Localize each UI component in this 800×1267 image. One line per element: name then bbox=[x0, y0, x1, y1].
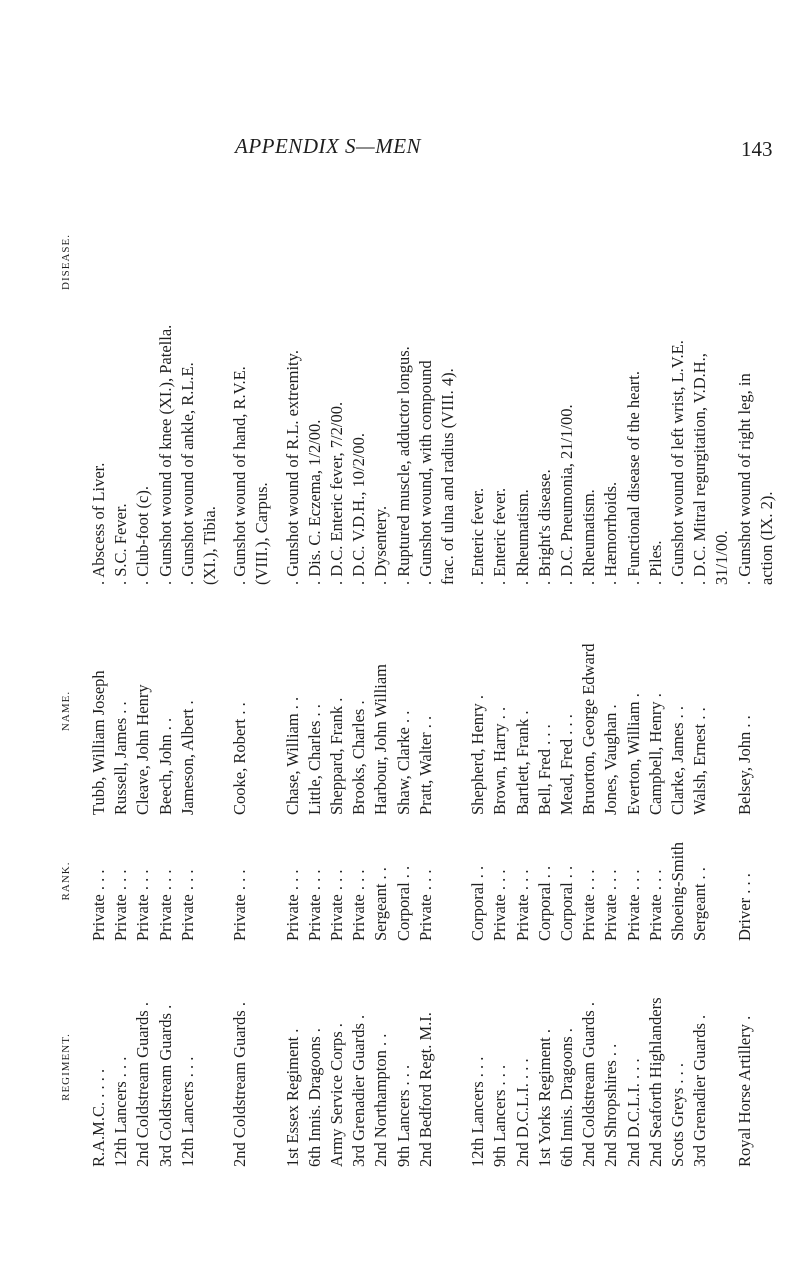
cell-disease: . Gunshot wound of hand, R.V.E. bbox=[230, 366, 250, 585]
cell-disease: . Gunshot wound, with compound bbox=[415, 360, 435, 585]
cell-name: Clarke, James . . bbox=[668, 705, 688, 815]
cell-disease: . Gunshot wound of ankle, R.L.E. bbox=[177, 362, 197, 585]
table-row bbox=[437, 197, 459, 1167]
cell-rank: Corporal . . bbox=[393, 865, 413, 941]
casualty-table bbox=[88, 197, 778, 1167]
cell-disease: . Gunshot wound of knee (XI.), Patella. bbox=[155, 324, 175, 585]
spacer-cell bbox=[274, 197, 282, 1167]
cell-regiment: 2nd Coldstream Guards . bbox=[579, 1002, 599, 1167]
cell-name: Chase, William . . bbox=[282, 696, 302, 815]
cell-regiment: 6th Innis. Dragoons . bbox=[557, 1028, 577, 1167]
cell-name: Tubb, William Joseph bbox=[89, 670, 108, 815]
cell-disease: . Gunshot wound of left wrist, L.V.E. bbox=[668, 340, 688, 585]
cell-regiment: 1st Yorks Regiment . bbox=[534, 1029, 554, 1167]
cell-name: Beech, John . . bbox=[155, 717, 175, 815]
cell-disease: (VIII.), Carpus. bbox=[252, 482, 272, 585]
cell-rank: Private . . . bbox=[327, 869, 347, 941]
cell-rank: Sergeant . . bbox=[371, 867, 391, 941]
cell-rank bbox=[199, 815, 221, 941]
cell-disease: 31/1/00. bbox=[712, 530, 732, 585]
cell-name: Jones, Vaughan . bbox=[601, 704, 621, 815]
column-header-disease: DISEASE. bbox=[60, 234, 72, 290]
cell-disease: . Abscess of Liver. bbox=[89, 462, 108, 585]
table-row bbox=[556, 197, 578, 1167]
cell-rank: Private . . . bbox=[512, 869, 532, 941]
cell-name: Harbour, John William bbox=[371, 664, 391, 815]
cell-rank: Private . . . bbox=[89, 869, 108, 941]
cell-rank: Private . . . bbox=[623, 869, 643, 941]
cell-disease: . Enteric fever. bbox=[490, 487, 510, 585]
cell-name: Brown, Harry . . bbox=[490, 706, 510, 815]
cell-name: Shaw, Clarke . . bbox=[393, 710, 413, 815]
cell-regiment: 2nd D.C.L.I. . . . bbox=[512, 1058, 532, 1167]
table-row bbox=[467, 197, 489, 1167]
table-row bbox=[132, 197, 154, 1167]
cell-regiment: 2nd D.C.L.I. . . . bbox=[623, 1058, 643, 1167]
table-row bbox=[734, 197, 756, 1167]
cell-regiment: Scots Greys . . . bbox=[668, 1062, 688, 1167]
table-body bbox=[88, 197, 778, 1167]
table-row bbox=[88, 197, 110, 1167]
cell-disease: . Enteric fever. bbox=[468, 487, 488, 585]
table-row bbox=[199, 197, 221, 1167]
cell-regiment: 12th Lancers . . . bbox=[177, 1056, 197, 1167]
row-spacer bbox=[459, 197, 467, 1167]
cell-rank bbox=[251, 815, 273, 941]
cell-regiment: 2nd Coldstream Guards . bbox=[230, 1002, 250, 1167]
cell-rank: Corporal . . bbox=[534, 865, 554, 941]
cell-name: Little, Charles . . bbox=[304, 704, 324, 815]
row-spacer bbox=[221, 197, 229, 1167]
cell-rank bbox=[711, 815, 733, 941]
page-title: APPENDIX S—MEN bbox=[235, 134, 422, 158]
cell-disease: . Dysentery. bbox=[371, 505, 391, 585]
cell-disease: . Hæmorrhoids. bbox=[601, 481, 621, 585]
table-row bbox=[155, 197, 177, 1167]
cell-regiment bbox=[437, 941, 459, 1167]
cell-regiment: 12th Lancers . . . bbox=[468, 1056, 488, 1167]
cell-disease: . Bright's disease. bbox=[534, 469, 554, 585]
cell-regiment: Army Service Corps . bbox=[327, 1023, 347, 1167]
table-row bbox=[229, 197, 251, 1167]
cell-disease: . D.C. Mitral regurgitation, V.D.H., bbox=[690, 353, 710, 585]
cell-name: Shepherd, Henry . bbox=[468, 694, 488, 815]
cell-name: Walsh, Ernest . . bbox=[690, 707, 710, 815]
cell-regiment bbox=[711, 941, 733, 1167]
table-row bbox=[512, 197, 534, 1167]
cell-name: Everton, William . bbox=[623, 693, 643, 815]
table-row bbox=[711, 197, 733, 1167]
cell-regiment: 3rd Coldstream Guards . bbox=[155, 1004, 175, 1167]
cell-name: Mead, Fred . . . bbox=[557, 714, 577, 815]
cell-disease: . Ruptured muscle, adductor longus. bbox=[393, 346, 413, 585]
table-row bbox=[110, 197, 132, 1167]
table-row bbox=[282, 197, 304, 1167]
cell-disease: . S.C. Fever. bbox=[111, 503, 131, 585]
cell-regiment: 2nd Bedford Regt. M.I. bbox=[415, 1012, 435, 1167]
cell-rank: Private . . . bbox=[349, 869, 369, 941]
table-row bbox=[667, 197, 689, 1167]
cell-name: Belsey, John . . bbox=[734, 715, 754, 815]
table-row bbox=[177, 197, 199, 1167]
cell-regiment bbox=[251, 941, 273, 1167]
cell-disease: . Piles. bbox=[645, 540, 665, 585]
cell-name bbox=[437, 585, 459, 815]
cell-disease: . D.C. Enteric fever, 7/2/00. bbox=[327, 401, 347, 585]
column-header-name: NAME. bbox=[60, 690, 72, 732]
cell-rank: Private . . . bbox=[177, 869, 197, 941]
cell-rank bbox=[756, 815, 778, 941]
cell-rank: Shoeing-Smith bbox=[668, 841, 688, 941]
table-row bbox=[645, 197, 667, 1167]
cell-rank: Private . . . bbox=[111, 869, 131, 941]
cell-disease: . D.C. Pneumonia, 21/1/00. bbox=[557, 404, 577, 585]
cell-rank: Sergeant . . bbox=[690, 867, 710, 941]
table-row bbox=[756, 197, 778, 1167]
table-row bbox=[489, 197, 511, 1167]
cell-rank: Private . . . bbox=[230, 869, 250, 941]
cell-name: Cleave, John Henry bbox=[133, 684, 153, 815]
cell-regiment: 3rd Grenadier Guards . bbox=[690, 1014, 710, 1167]
cell-name: Sheppard, Frank . bbox=[327, 697, 347, 815]
table-row bbox=[326, 197, 348, 1167]
table-row bbox=[578, 197, 600, 1167]
cell-disease: . D.C. V.D.H., 10/2/00. bbox=[349, 432, 369, 585]
cell-name: Cooke, Robert . . bbox=[230, 702, 250, 815]
cell-regiment: 9th Lancers . . . bbox=[393, 1064, 413, 1167]
column-header-regiment: REGIMENT. bbox=[60, 1033, 72, 1101]
cell-regiment: 12th Lancers . . . bbox=[111, 1056, 131, 1167]
table-row bbox=[348, 197, 370, 1167]
cell-regiment: 9th Lancers . . . bbox=[490, 1064, 510, 1167]
table-row bbox=[600, 197, 622, 1167]
cell-rank: Private . . . bbox=[304, 869, 324, 941]
cell-rank: Corporal . . bbox=[557, 865, 577, 941]
cell-name: Russell, James . . bbox=[111, 701, 131, 815]
cell-disease: . Rheumatism. bbox=[512, 489, 532, 585]
cell-rank: Private . . . bbox=[490, 869, 510, 941]
cell-rank: Private . . . bbox=[579, 869, 599, 941]
cell-rank: Private . . . bbox=[155, 869, 175, 941]
table-row bbox=[393, 197, 415, 1167]
table-row bbox=[370, 197, 392, 1167]
cell-regiment: 3rd Grenadier Guards . bbox=[349, 1014, 369, 1167]
table-row bbox=[251, 197, 273, 1167]
table-row bbox=[415, 197, 437, 1167]
cell-regiment bbox=[756, 941, 778, 1167]
cell-name: Jameson, Albert . bbox=[177, 700, 197, 815]
cell-disease: (XI.), Tibia. bbox=[200, 506, 220, 585]
cell-disease: . Functional disease of the heart. bbox=[623, 371, 643, 585]
cell-regiment: 2nd Coldstream Guards . bbox=[133, 1002, 153, 1167]
cell-regiment: 6th Innis. Dragoons . bbox=[304, 1028, 324, 1167]
cell-disease: . Dis. C. Eczema, 1/2/00. bbox=[304, 419, 324, 585]
cell-name bbox=[711, 585, 733, 815]
row-spacer bbox=[274, 197, 282, 1167]
table-row bbox=[689, 197, 711, 1167]
cell-disease: . Gunshot wound of R.L. extremity. bbox=[282, 350, 302, 585]
cell-regiment: 1st Essex Regiment . bbox=[282, 1028, 302, 1167]
cell-regiment: 2nd Seaforth Highlanders bbox=[645, 997, 665, 1167]
cell-disease: action (IX. 2). bbox=[756, 491, 776, 585]
cell-name: Bell, Fred . . . bbox=[534, 724, 554, 815]
cell-disease: . Club-foot (c). bbox=[133, 486, 153, 585]
cell-name bbox=[756, 585, 778, 815]
cell-regiment bbox=[199, 941, 221, 1167]
column-header-rank: RANK. bbox=[60, 861, 72, 901]
cell-rank: Private . . . bbox=[415, 869, 435, 941]
cell-regiment: Royal Horse Artillery . bbox=[734, 1015, 754, 1167]
cell-rank bbox=[437, 815, 459, 941]
cell-disease: . Gunshot wound of right leg, in bbox=[734, 373, 754, 585]
cell-name: Brooks, Charles . bbox=[349, 700, 369, 815]
table-row bbox=[304, 197, 326, 1167]
table-row bbox=[534, 197, 556, 1167]
cell-name: Bruorton, George Edward bbox=[579, 643, 599, 815]
cell-rank: Private . . . bbox=[601, 869, 621, 941]
cell-rank: Private . . . bbox=[133, 869, 153, 941]
cell-name: Campbell, Henry . bbox=[645, 693, 665, 815]
cell-rank: Corporal . . bbox=[468, 865, 488, 941]
cell-regiment: 2nd Shropshires . . bbox=[601, 1043, 621, 1167]
cell-name: Pratt, Walter . . bbox=[415, 715, 435, 815]
cell-rank: Driver . . . bbox=[734, 873, 754, 941]
spacer-cell bbox=[221, 197, 229, 1167]
cell-name bbox=[251, 585, 273, 815]
cell-rank: Private . . . bbox=[282, 869, 302, 941]
page-number: 143 bbox=[741, 137, 773, 161]
cell-name bbox=[199, 585, 221, 815]
table-row bbox=[623, 197, 645, 1167]
cell-regiment: 2nd Northampton . . bbox=[371, 1033, 391, 1167]
cell-disease: frac. of ulna and radius (VIII. 4). bbox=[438, 368, 458, 585]
cell-disease: . Rheumatism. bbox=[579, 489, 599, 585]
cell-rank: Private . . . bbox=[645, 869, 665, 941]
spacer-cell bbox=[459, 197, 467, 1167]
cell-regiment: R.A.M.C. . . . . bbox=[89, 1068, 108, 1167]
cell-name: Bartlett, Frank . bbox=[512, 710, 532, 815]
